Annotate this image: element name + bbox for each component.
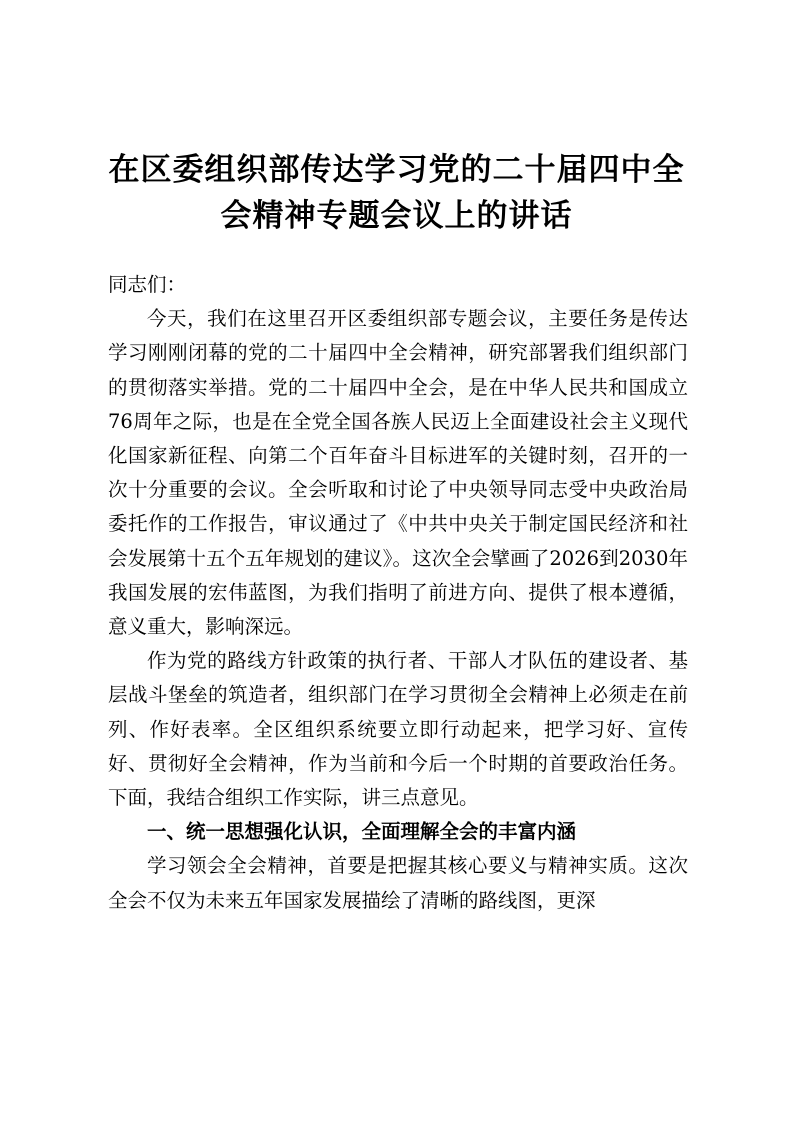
title-line-1: 在区委组织部传达学习党的二十届四中全 (108, 152, 685, 188)
section-heading-1: 一、统一思想强化认识，全面理解全会的丰富内涵 (147, 820, 577, 844)
document-title (80, 147, 713, 239)
greeting: 同志们： (108, 273, 187, 296)
paragraph-2: 作为党的路线方针政策的执行者、干部人才队伍的建设者、基层战斗堡垒的筑造者，组织部门在学习贯彻全会精神上必须走在前列、作好表率。全区组织系统要立即行动起来，把学习好、宣传好、贯彻好全会精神，作为当前和今后一个时期的首要政治任务。下面，我结合组织工作实际，讲三点意见。 (108, 649, 688, 810)
title-line-2: 会精神专题会议上的讲话 (220, 198, 573, 234)
section-1-paragraph: 学习领会全会精神，首要是把握其核心要义与精神实质。这次全会不仅为未来五年国家发展描绘了清晰的路线图，更深 (108, 854, 688, 912)
document-body (108, 268, 688, 918)
paragraph-1: 今天，我们在这里召开区委组织部专题会议，主要任务是传达学习刚刚闭幕的党的二十届四中全会精神，研究部署我们组织部门的贯彻落实举措。党的二十届四中全会，是在中华人民共和国成立76周年之际，也是在全党全国各族人民迈上全面建设社会主义现代化国家新征程、向第二个百年奋斗目标进军的关键时刻，召开的一次十分重要的会议。全会听取和讨论了中央领导同志受中央政治局委托作的工作报告，审议通过了《中共中央关于制定国民经济和社会发展第十五个五年规划的建议》。这次全会擘画了2026到2030年我国发展的宏伟蓝图，为我们指明了前进方向、提供了根本遵循，意义重大，影响深远。 (108, 307, 688, 639)
